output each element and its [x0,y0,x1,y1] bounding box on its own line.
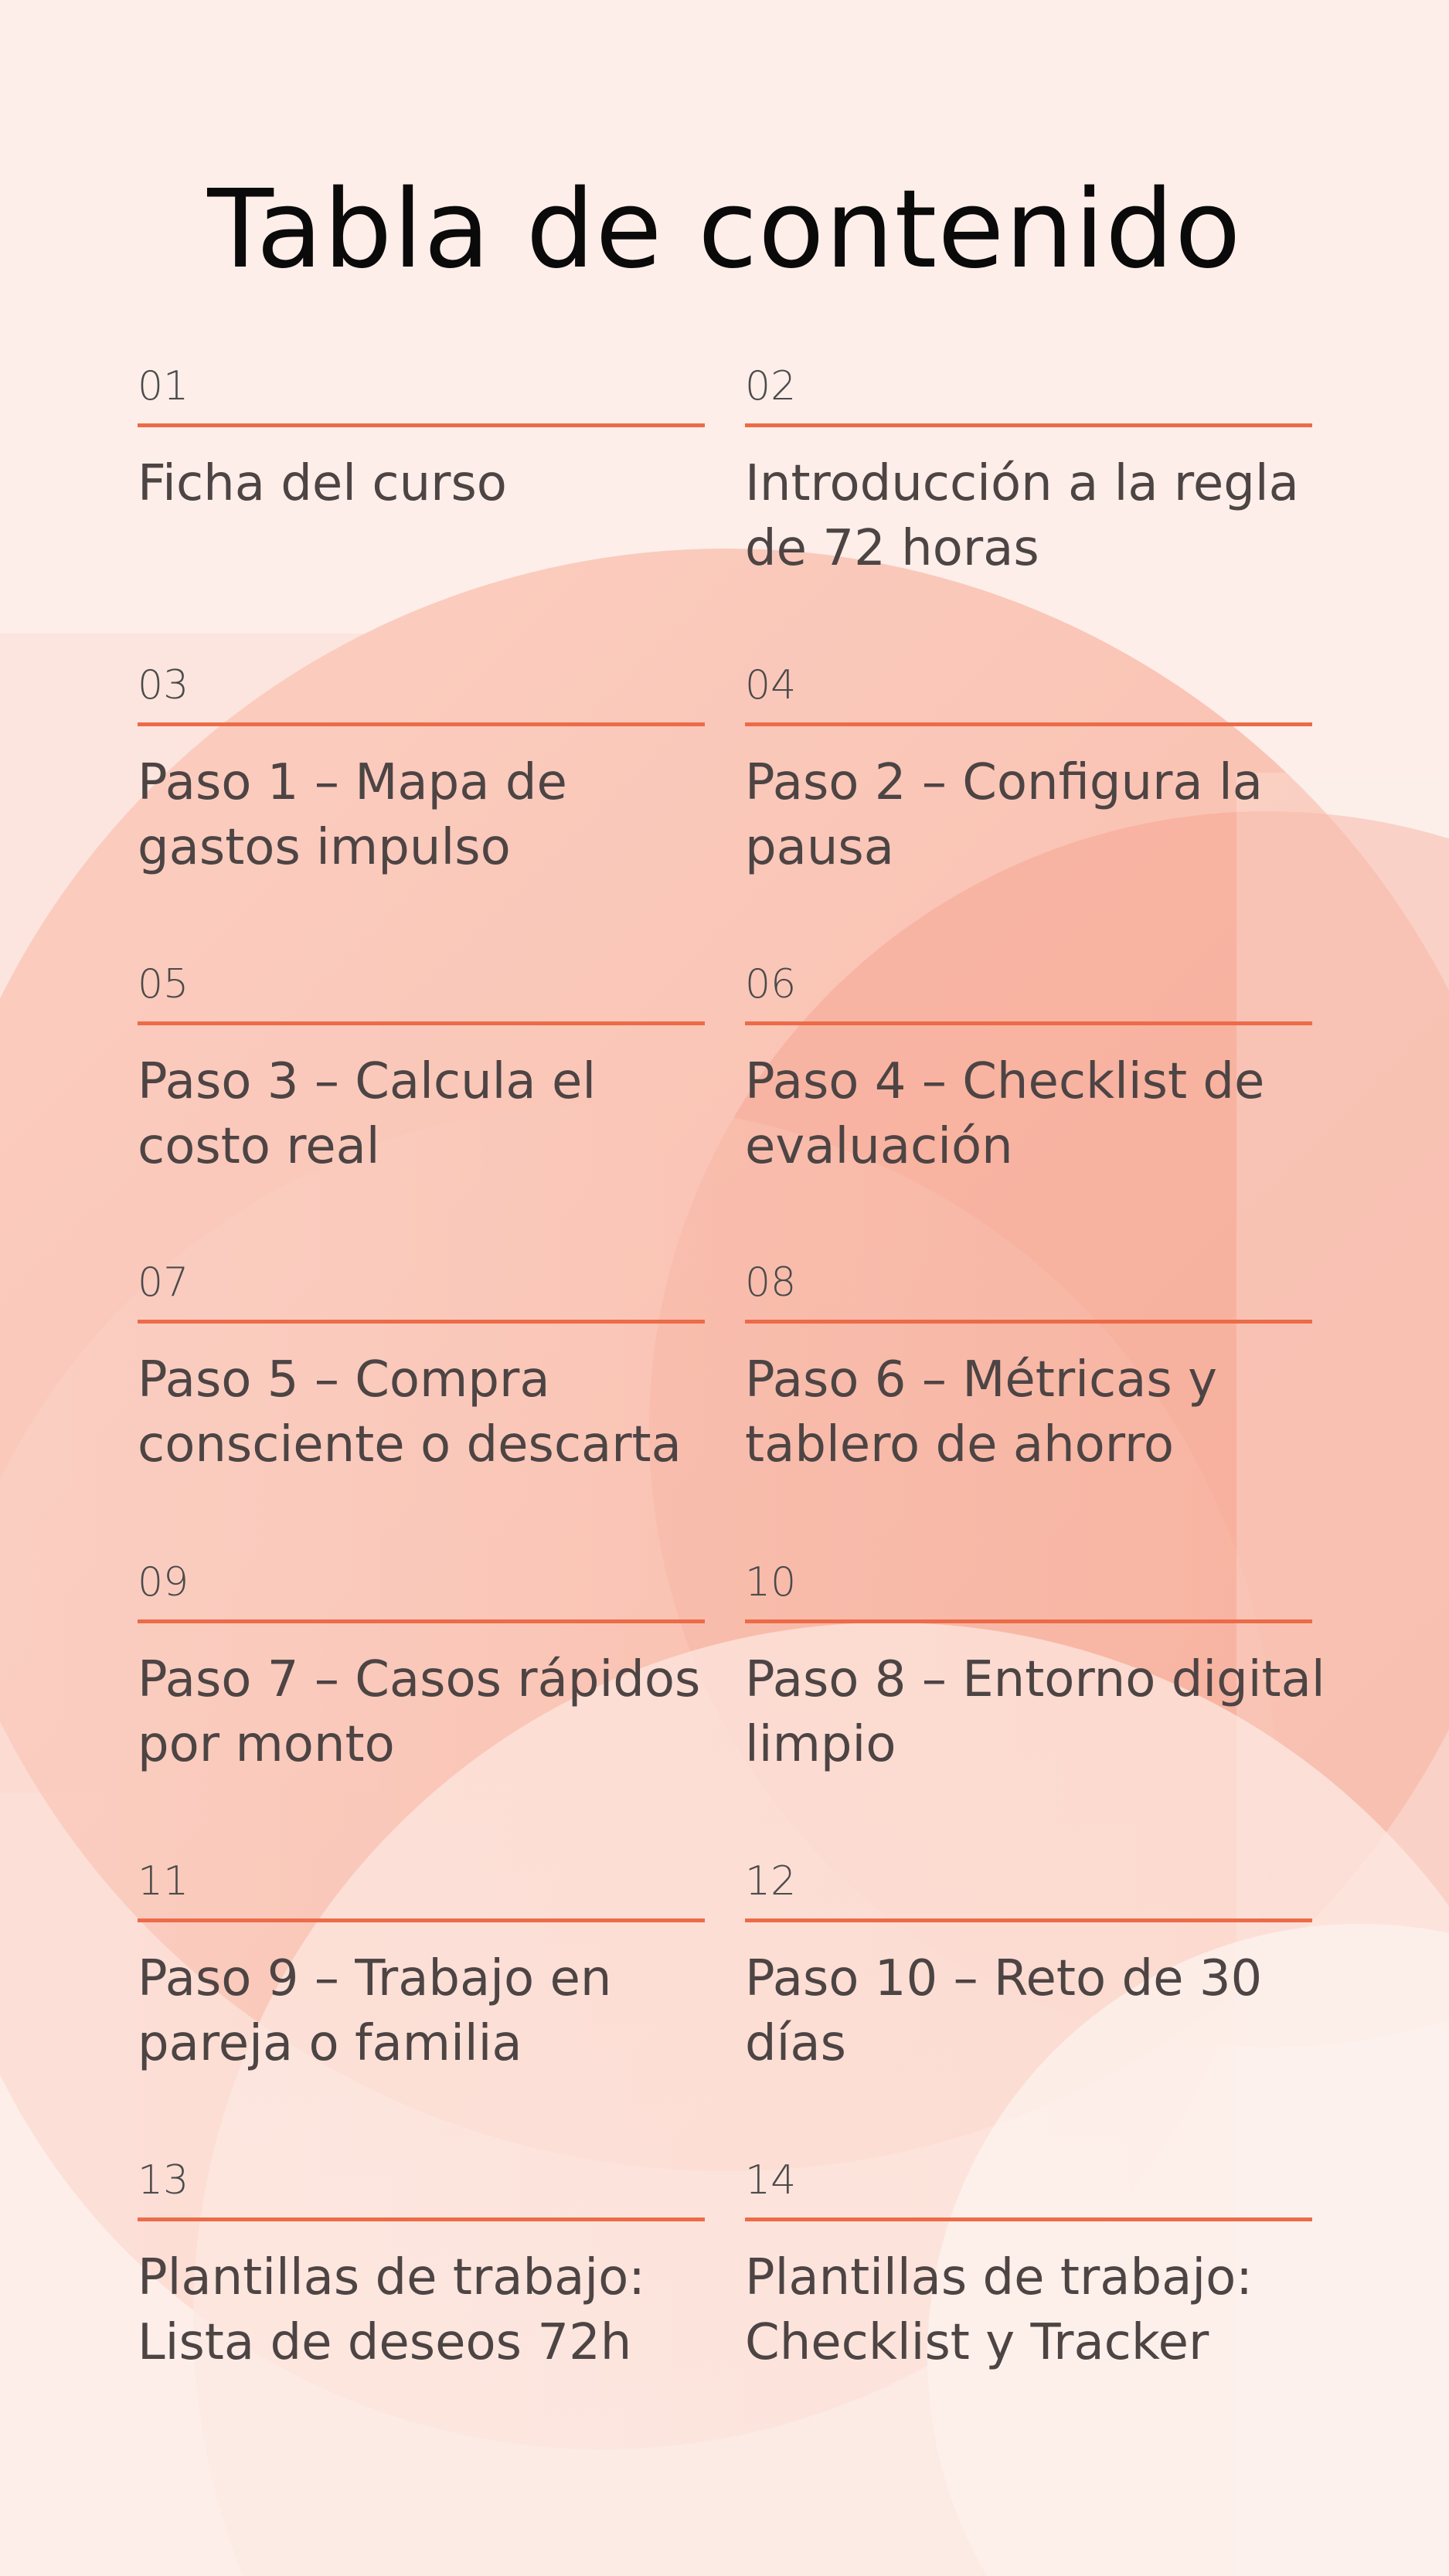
toc-divider [745,1320,1312,1324]
toc-item-number: 03 [138,662,189,709]
toc-divider [745,1021,1312,1025]
toc-item-number: 07 [138,1259,189,1306]
toc-divider [138,423,705,427]
toc-item-label: Paso 2 – Configura la pausa [745,754,1263,876]
toc-item-label: Paso 5 – Compra consciente o descarta [138,1351,682,1473]
toc-item-label: Paso 4 – Checklist de evaluación [745,1053,1265,1175]
toc-item-number: 05 [138,961,189,1008]
toc-item-number: 06 [745,961,797,1008]
toc-item-label: Paso 9 – Trabajo en pareja o familia [138,1950,612,2072]
toc-item-number: 04 [745,662,797,709]
toc-divider [138,1918,705,1922]
toc-item-label: Plantillas de trabajo: Lista de deseos 72h [138,2249,645,2371]
toc-item-number: 01 [138,363,189,410]
page-title: Tabla de contenido [207,167,1242,293]
toc-item-label: Paso 10 – Reto de 30 días [745,1950,1263,2072]
toc-divider [138,1619,705,1623]
toc-item-number: 13 [138,2157,189,2204]
toc-divider [745,1619,1312,1623]
toc-item-label: Paso 7 – Casos rápidos por monto [138,1651,701,1773]
toc-divider [138,1320,705,1324]
toc-item-number: 14 [745,2157,797,2204]
toc-item-label: Introducción a la regla de 72 horas [745,455,1299,577]
toc-item-label: Ficha del curso [138,455,507,512]
toc-item-number: 08 [745,1259,797,1306]
toc-item-number: 02 [745,363,797,410]
toc-item-label: Plantillas de trabajo: Checklist y Tracker [745,2249,1253,2371]
toc-divider [138,1021,705,1025]
toc-divider [138,722,705,726]
toc-item-label: Paso 3 – Calcula el costo real [138,1053,597,1175]
toc-item-number: 12 [745,1858,797,1905]
toc-divider [138,2217,705,2221]
toc-divider [745,2217,1312,2221]
toc-item-number: 10 [745,1559,797,1606]
toc-item-label: Paso 8 – Entorno digital limpio [745,1651,1325,1773]
toc-divider [745,423,1312,427]
toc-item-label: Paso 1 – Mapa de gastos impulso [138,754,567,876]
toc-item-label: Paso 6 – Métricas y tablero de ahorro [745,1351,1217,1473]
toc-item-number: 11 [138,1858,189,1905]
toc-divider [745,1918,1312,1922]
toc-item-number: 09 [138,1559,189,1606]
toc-divider [745,722,1312,726]
